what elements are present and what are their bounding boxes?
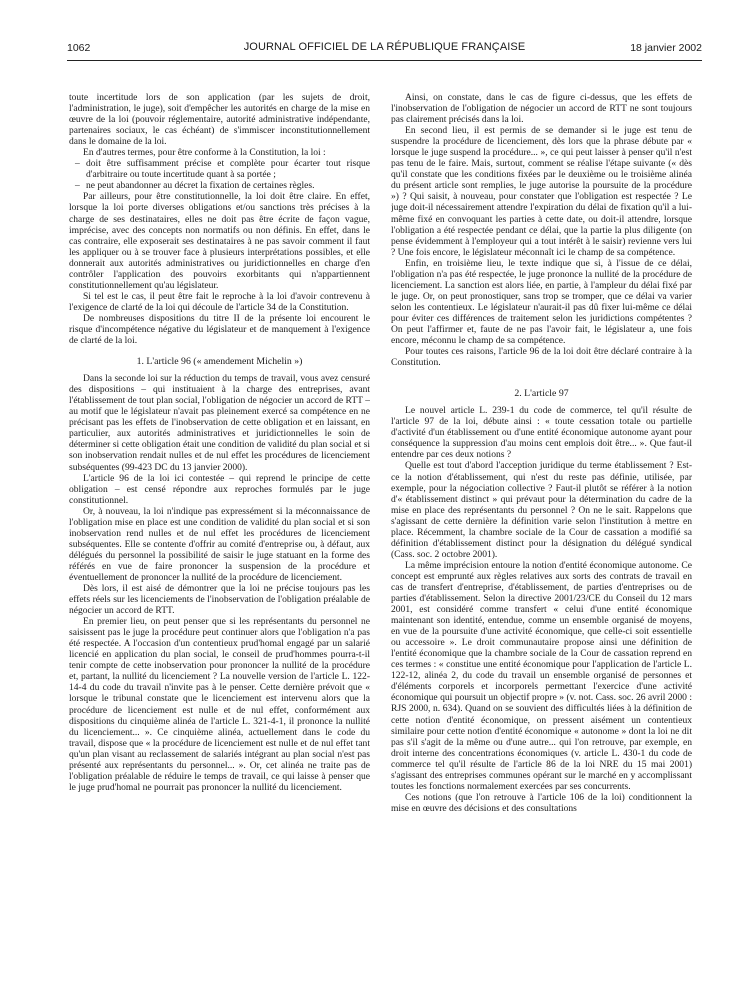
paragraph: toute incertitude lors de son application (par les sujets de droit, l'administration, le juge), soit d'empêcher les autorités en charge de la mise en œuvre de la loi (pouvoir réglementaire, autorité administrative indépendante, partenaires sociaux, le cas échéant) de s'immiscer inconstitutionnellement dans le domaine de la loi.: [69, 92, 370, 148]
section-heading: 2. L'article 97: [514, 388, 569, 400]
paragraph: Ces notions (que l'on retrouve à l'article 106 de la loi) conditionnent la mise en œuvre des décisions et des consultations: [391, 791, 692, 814]
paragraph: De nombreuses dispositions du titre II de la présente loi encourent le risque d'incompétence négative du législateur et de manquement à l'exigence de clarté de la loi.: [69, 312, 370, 347]
paragraph: Quelle est tout d'abord l'acception juridique du terme établissement ? Est-ce la notion d'établissement, qui n'est du reste pas définie, utilisée, par exemple, pour la négociation collective ? Faut-il plutôt se référer à la notion d'« établissement distinct » qui prévaut pour la détermination du cadre de la mise en place des représentants du personnel ? On ne le sait. Rappelons que s'agissant de cette dernière la définition varie selon l'institution à mettre en place. Récemment, la chambre sociale de la Cour de cassation a modifié sa définition d'établissement distinct pour la désignation du délégué syndical (Cass. soc. 2 octobre 2001).: [391, 460, 692, 560]
section-heading: 1. L'article 96 (« amendement Michelin »): [136, 356, 303, 368]
paragraph: En second lieu, il est permis de se demander si le juge est tenu de suspendre la procédure de licenciement, dès lors que la phrase débute par « lorsque le juge suspend la procédure... », ce qui peut laisser à penser qu'il n'est pas tenu de le faire. Mais, surtout, comment se réalise l'étape suivante (« dès qu'il constate que les conditions fixées par le deuxième ou le troisième alinéa du présent article sont remplies, le juge autorise la poursuite de la procédure ») ? Qui saisit, à nouveau, pour constater que l'obligation est respectée ? Le juge doit-il nécessairement attendre l'expiration du délai de fixation qu'il a lui-même fixé en convoquant les parties à cette date, ou doit-il attendre, lorsque l'obligation a été respectée pendant ce délai, que la partie la plus diligente (on pense évidemment à l'employeur qui a tout intérêt à le saisir) revienne vers lui ? Une fois encore, le législateur méconnaît ici le champ de sa compétence.: [391, 125, 692, 258]
requirements-list: [69, 158, 370, 191]
paragraph: Par ailleurs, pour être constitutionnelle, la loi doit être claire. En effet, lorsque la loi porte diverses obligations et/ou sanctions très précises à la charge de ses destinataires, elles ne doit pas être écrite de façon vague, imprécise, avec des concepts non normatifs ou non définis. En effet, dans le cas contraire, elle exposerait ses destinataires à ne pas savoir comment il faut les appliquer ou à se trouver face à plusieurs interprétations possibles, et elle donnerait aux autorités administratives ou juridictionnelles en charge d'en contrôler l'application des pouvoirs exorbitants qui n'appartiennent constitutionnellement qu'au législateur.: [69, 191, 370, 291]
paragraph: En premier lieu, on peut penser que si les représentants du personnel ne saisissent pas le juge la procédure peut continuer alors que l'obligation n'a pas été respectée. A l'occasion d'un contentieux prud'homal engagé par un salarié licencié en application du plan social, le conseil de prud'hommes pourra-t-il tenir compte de cette inobservation pour prononcer la nullité de la procédure et, partant, la nullité du licenciement ? La nouvelle version de l'article L. 122-14-4 du code du travail n'invite pas à le penser. Cette dernière prévoit que « lorsque le tribunal constate que le licenciement est intervenu alors que la procédure de licenciement est nulle et de nul effet, conformément aux dispositions du cinquième alinéa de l'article L. 321-4-1, il prononce la nullité du licenciement... ». Ce cinquième alinéa, actuellement dans le code du travail, dispose que « la procédure de licenciement est nulle et de nul effet tant qu'un plan visant au reclassement de salariés intégrant au plan social n'est pas présenté aux représentants du personnel... ». Or, cet alinéa ne traite pas de l'obligation préalable de réduire le temps de travail, ce qui laisse à penser que le juge prud'homal ne pourrait pas prononcer la nullité du licenciement.: [69, 616, 370, 793]
paragraph: Pour toutes ces raisons, l'article 96 de la loi doit être déclaré contraire à la Constitution.: [391, 346, 692, 369]
journal-title: JOURNAL OFFICIEL DE LA RÉPUBLIQUE FRANÇAISE: [243, 41, 526, 53]
paragraph: Dans la seconde loi sur la réduction du temps de travail, vous avez censuré des dispositions – qui instituaient à la charge des entreprises, avant l'établissement de tout plan social, l'obligation de négocier un accord de RTT – au motif que le législateur n'avait pas pleinement exercé sa compétence en ne précisant pas les effets de l'inobservation de cette obligation et en laissant, en particulier, aux autorités administratives et juridictionnelles le soin de déterminer si cette obligation était une condition de validité du plan social et si son inobservation rendait nulles et de nul effet les procédures de licenciement subséquentes (99-423 DC du 13 janvier 2000).: [69, 373, 370, 473]
paragraph: Or, à nouveau, la loi n'indique pas expressément si la méconnaissance de l'obligation mise en place est une condition de validité du plan social et si son inobservation rend nulles et de nul effet les procédures de licenciement subséquentes. Elle se contente d'offrir au comité d'entreprise ou, à défaut, aux délégués du personnel la possibilité de saisir le juge statuant en la forme des référés en vue de faire prononcer la suspension de la procédure et éventuellement de prononcer la nullité de la procédure de licenciement.: [69, 505, 370, 583]
header-rule: [67, 60, 702, 61]
paragraph: La même imprécision entoure la notion d'entité économique autonome. Ce concept est emprunté aux règles relatives aux sorts des contrats de travail en cas de transfert d'entreprise, d'établissement, de parties d'entreprises ou de parties d'établissement. Selon la directive 2001/23/CE du Conseil du 12 mars 2001, est considéré comme transfert « celui d'une entité économique maintenant son identité, entendue, comme un ensemble organisé de moyens, en vue de la poursuite d'une activité économique, que celle-ci soit essentielle ou accessoire ». Le droit communautaire propose ainsi une définition de l'entité économique que la chambre sociale de la Cour de cassation reprend en ces termes : « constitue une entité économique pour l'application de l'article L. 122-12, alinéa 2, du code du travail un ensemble organisé de personnes et d'éléments corporels et incorporels permettant l'exercice d'une activité économique qui poursuit un objectif propre » (v. not. Cass. soc. 26 avril 2000 : RJS 2000, n. 634). Quand on se souvient des difficultés liées à la définition de cette notion d'entité économique, on pressent aisément un contentieux similaire pour cette notion d'entité économique « autonome » dont la loi ne dit pas s'il s'agit de la même ou d'une autre... qui l'on retrouve, par exemple, en droit interne des concentrations économiques (v. article L. 430-1 du code de commerce tel qu'il résulte de l'article 86 de la loi NRE du 15 mai 2001) s'agissant des entreprises communes opérant sur le marché en y accomplissant toutes les fonctions normalement exercées par ses concurrents.: [391, 559, 692, 792]
paragraph: Si tel est le cas, il peut être fait le reproche à la loi d'avoir contrevenu à l'exigence de clarté de la loi qui découle de l'article 34 de la Constitution.: [69, 290, 370, 313]
paragraph: Dès lors, il est aisé de démontrer que la loi ne précise toujours pas les effets réels sur les licenciements de l'inobservation de l'obligation préalable de négocier un accord de RTT.: [69, 583, 370, 617]
page-header: [67, 40, 702, 58]
paragraph: L'article 96 de la loi ici contestée – qui reprend le principe de cette obligation – est censé répondre aux reproches formulés par le juge constitutionnel.: [69, 472, 370, 506]
spacer: [391, 368, 692, 378]
list-item: – ne peut abandonner au décret la fixation de certaines règles.: [69, 180, 370, 191]
list-item: – doit être suffisamment précise et complète pour écarter tout risque d'arbitraire ou toute incertitude quant à sa portée ;: [69, 158, 370, 180]
right-column: [391, 92, 692, 972]
paragraph: Enfin, en troisième lieu, le texte indique que si, à l'issue de ce délai, l'obligation n'a pas été respectée, le juge prononce la nullité de la procédure de licenciement. La sanction est alors liée, en partie, à l'ampleur du délai fixé par le juge. Or, on peut pronostiquer, sans trop se tromper, que ce délai va varier selon les contentieux. Le législateur n'aurait-il pas dû fixer lui-même ce délai pour éviter ces différences de traitement selon les juridictions compétentes ? On peut l'affirmer et, faute de ne pas l'avoir fait, le législateur a, une fois encore, méconnu le champ de sa compétence.: [391, 257, 692, 347]
left-column: [69, 92, 370, 972]
issue-date: 18 janvier 2002: [630, 42, 702, 54]
paragraph: Ainsi, on constate, dans le cas de figure ci-dessus, que les effets de l'inobservation de l'obligation de négocier un accord de RTT ne sont toujours pas clairement précisés dans la loi.: [391, 92, 692, 126]
paragraph: Le nouvel article L. 239-1 du code de commerce, tel qu'il résulte de l'article 97 de la loi, débute ainsi : « toute cessation totale ou partielle d'activité d'un établissement ou d'une entité économique autonome ayant pour conséquence la suppression d'au moins cent emplois doit être... ». Que faut-il entendre par ces deux notions ?: [391, 405, 692, 461]
paragraph: En d'autres termes, pour être conforme à la Constitution, la loi :: [83, 147, 326, 159]
page-number: 1062: [67, 42, 91, 54]
